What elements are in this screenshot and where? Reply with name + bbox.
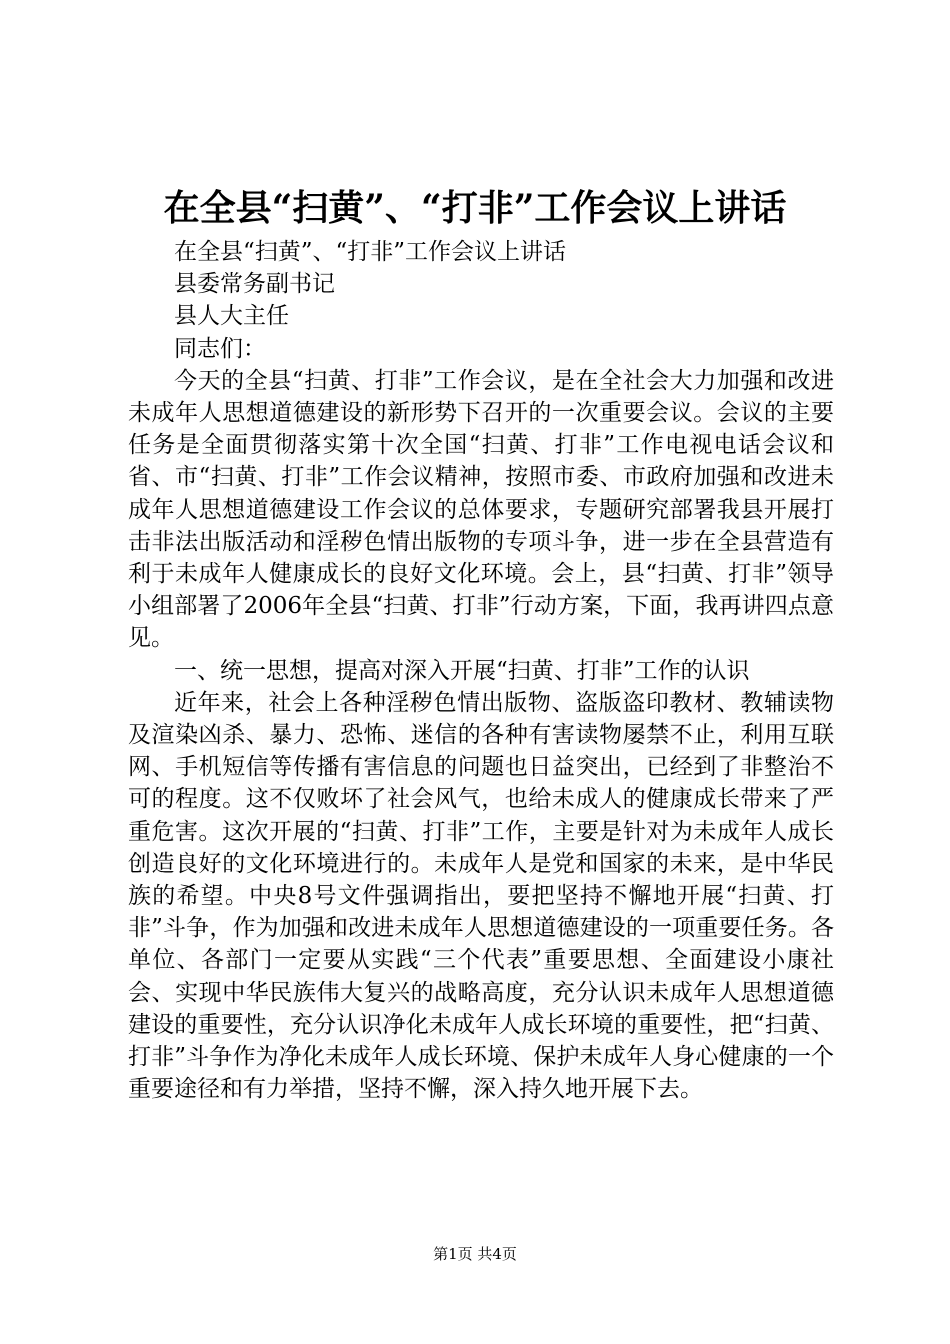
document-body	[128, 236, 834, 1105]
paragraph-speaker-2: 县人大主任	[174, 303, 289, 330]
paragraph-speaker-1: 县委常务副书记	[174, 271, 335, 298]
paragraph-heading-repeat: 在全县“扫黄”、“打非”工作会议上讲话	[174, 239, 567, 265]
paragraph-section-body-1: 近年来，社会上各种淫秽色情出版物、盗版盗印教材、教辅读物及渲染凶杀、暴力、恐怖、迷信的各种有害读物屡禁不止，利用互联网、手机短信等传播有害信息的问题也日益突出，已经到了非整治不可的程度。这不仅败坏了社会风气，也给未成人的健康成长带来了严重危害。这次开展的“扫黄、打非”工作，主要是针对为未成年人成长创造良好的文化环境进行的。未成年人是党和国家的未来，是中华民族的希望。中央8号文件强调指出，要把坚持不懈地开展“扫黄、打非”斗争，作为加强和改进未成年人思想道德建设的一项重要任务。各单位、各部门一定要从实践“三个代表”重要思想、全面建设小康社会、实现中华民族伟大复兴的战略高度，充分认识未成年人思想道德建设的重要性，充分认识净化未成年人成长环境的重要性，把“扫黄、打非”斗争作为净化未成年人成长环境、保护未成年人身心健康的一个重要途径和有力举措，坚持不懈，深入持久地开展下去。	[128, 689, 834, 1103]
page-number: 第1页 共4页	[433, 1245, 517, 1263]
paragraph-section-heading-1: 一、统一思想，提高对深入开展“扫黄、打非”工作的认识	[174, 657, 750, 684]
paragraph-salutation: 同志们：	[174, 335, 266, 362]
document-title: 在全县“扫黄”、“打非”工作会议上讲话	[163, 187, 787, 229]
paragraph-intro: 今天的全县“扫黄、打非”工作会议，是在全社会大力加强和改进未成年人思想道德建设的新形势下召开的一次重要会议。会议的主要任务是全面贯彻落实第十次全国“扫黄、打非”工作电视电话会议和省、市“扫黄、打非”工作会议精神，按照市委、市政府加强和改进未成年人思想道德建设工作会议的总体要求，专题研究部署我县开展打击非法出版活动和淫秽色情出版物的专项斗争，进一步在全县营造有利于未成年人健康成长的良好文化环境。会上，县“扫黄、打非”领导小组部署了2006年全县“扫黄、打非”行动方案，下面，我再讲四点意见。	[128, 367, 834, 652]
